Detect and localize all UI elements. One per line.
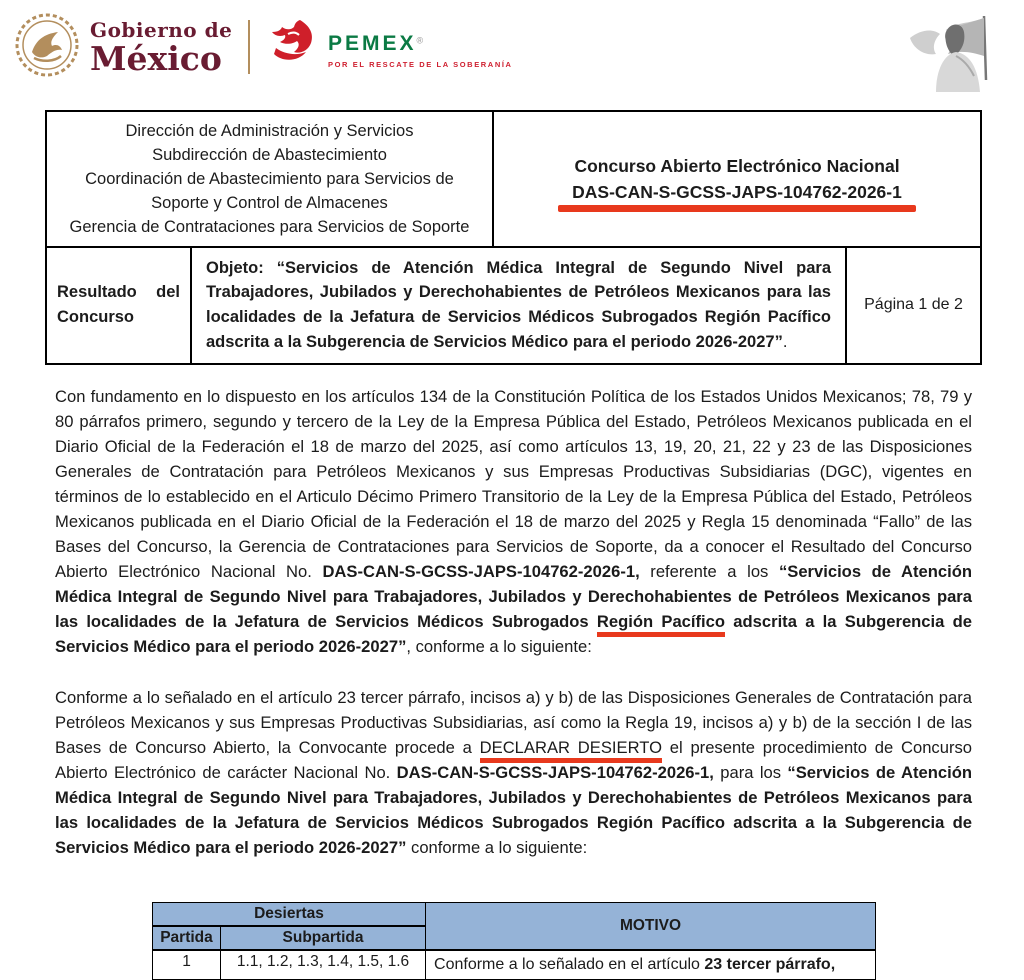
pemex-logo: [266, 18, 513, 75]
partida-value: 1: [153, 950, 221, 980]
concurso-code: DAS-CAN-S-GCSS-JAPS-104762-2026-1: [572, 179, 902, 205]
pemex-registered-mark: ®: [416, 35, 424, 46]
org-line: Gerencia de Contrataciones para Servicios de Soporte: [69, 217, 470, 236]
table-row: [153, 950, 876, 980]
independence-heroine-with-flag: [896, 10, 1008, 103]
org-line: Subdirección de Abastecimiento: [152, 145, 387, 164]
page-header: [0, 0, 1024, 110]
concurso-title: Concurso Abierto Electrónico Nacional: [574, 155, 900, 176]
paragraph-fundamento: Con fundamento en lo dispuesto en los artículos 134 de la Constitución Política de los Estados Unidos Mexicanos; 78, 79 y 80 párrafos primero, segundo y tercero de la Ley de la Empresa Pública del Estado, Petróleos Mexicanos publicada en el Diario Oficial de la Federación el 18 de marzo del 2025, así como artículos 13, 19, 20, 21, 22 y 23 de las Disposiciones Generales de Contratación para Petróleos Mexicanos y sus Empresas Productivas Subsidiarias (DGC), vigentes en términos de lo establecido en el Articulo Décimo Primero Transitorio de la Ley de la Empresa Pública del Estado, Petróleos Mexicanos publicada en el Diario Oficial de la Federación el 18 de marzo del 2025 y Regla 15 denominada “Fallo” de las Bases del Concurso, la Gerencia de Contrataciones para Servicios de Soporte, da a conocer el Resultado del Concurso Abierto Electrónico Nacional No. DAS-CAN-S-GCSS-JAPS-104762-2026-1, referente a los “Servicios de Atención Médica Integral de Segundo Nivel para Trabajadores, Jubilados y Derechohabientes de Petróleos Mexicanos para las localidades de la Jefatura de Servicios Médicos Subrogados Región Pacífico adscrita a la Subgerencia de Servicios Médico para el periodo 2026-2027”, conforme a lo siguiente:: [55, 386, 972, 656]
pemex-tagline: POR EL RESCATE DE LA SOBERANÍA: [328, 60, 513, 69]
document-info-table: [45, 110, 982, 365]
pemex-wordmark: [328, 32, 513, 69]
concurso-title-cell: [493, 111, 981, 247]
organization-hierarchy-cell: [46, 111, 493, 247]
gobierno-wordmark: [90, 18, 233, 78]
gobierno-line1: Gobierno de: [90, 18, 233, 42]
page-number-cell: Página 1 de 2: [846, 247, 981, 364]
header-gold-divider: [248, 20, 250, 74]
mexico-eagle-seal-icon: [14, 12, 80, 83]
motivo-value: Conforme a lo señalado en el artículo 23 tercer párrafo,: [426, 950, 876, 980]
resultado-label-cell: Resultado del Concurso: [46, 247, 191, 364]
desiertas-result-table: [152, 902, 876, 980]
subpartida-value: 1.1, 1.2, 1.3, 1.4, 1.5, 1.6: [221, 950, 426, 980]
desiertas-group-header: Desiertas: [153, 902, 426, 926]
org-line: Coordinación de Abastecimiento para Servicios de Soporte y Control de Almacenes: [85, 169, 454, 212]
pemex-word: PEMEX: [328, 32, 417, 55]
org-lines: [59, 120, 480, 240]
gobierno-de-mexico-logo: [14, 12, 232, 83]
gobierno-line2: México: [90, 39, 222, 78]
partida-column-header: Partida: [153, 926, 221, 950]
pemex-eagle-icon: [266, 18, 322, 75]
objeto-cell: Objeto: “Servicios de Atención Médica Integral de Segundo Nivel para Trabajadores, Jubilados y Derechohabientes de Petróleos Mexicanos para las localidades de la Jefatura de Servicios Médicos Subrogados Región Pacífico adscrita a la Subgerencia de Servicios Médico para el periodo 2026-2027”.: [191, 247, 846, 364]
org-line: Dirección de Administración y Servicios: [125, 122, 414, 140]
motivo-header: MOTIVO: [426, 902, 876, 950]
paragraph-declarar-desierto: Conforme a lo señalado en el artículo 23 tercer párrafo, incisos a) y b) de las Disposiciones Generales de Contratación para Petróleos Mexicanos y sus Empresas Productivas Subsidiarias, así como la Regla 19, incisos a) y b) de la sección I de las Bases de Concurso Abierto, la Convocante procede a DECLARAR DESIERTO el presente procedimiento de Concurso Abierto Electrónico de carácter Nacional No. DAS-CAN-S-GCSS-JAPS-104762-2026-1, para los “Servicios de Atención Médica Integral de Segundo Nivel para Trabajadores, Jubilados y Derechohabientes de Petróleos Mexicanos para las localidades de la Jefatura de Servicios Médicos Subrogados Región Pacífico adscrita a la Subgerencia de Servicios Médico para el periodo 2026-2027” conforme a lo siguiente:: [55, 687, 973, 857]
subpartida-column-header: Subpartida: [221, 926, 426, 950]
